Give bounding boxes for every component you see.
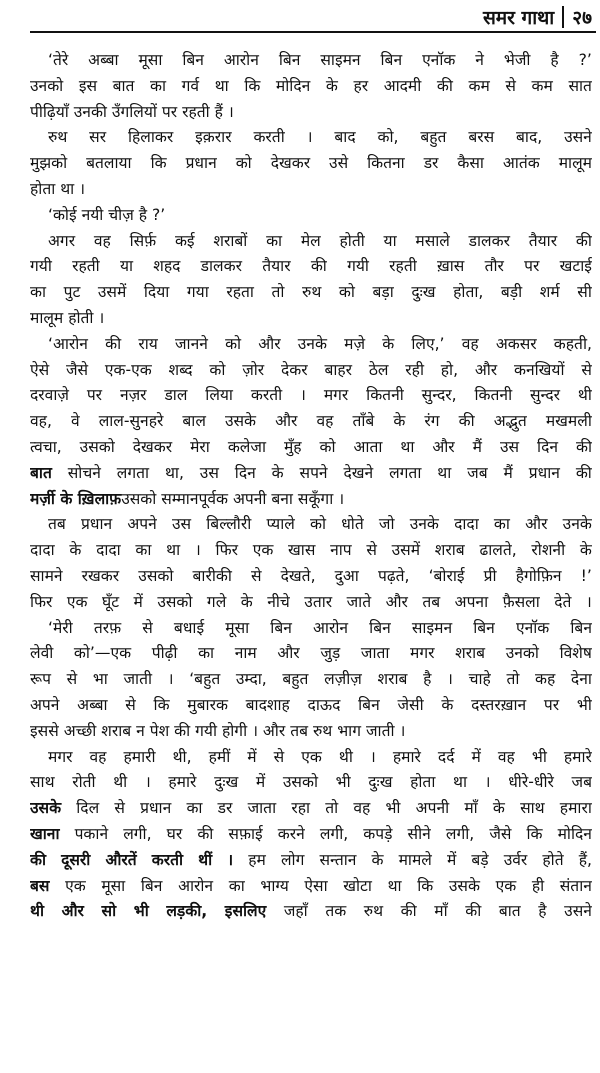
text-line: ‘मेरी तरफ़ से बधाई मूसा बिन आरोन बिन साइमन बिन एनॉक बिन (48, 618, 592, 637)
text-line: होता था । (30, 179, 86, 198)
text-line: मालूम होती । (30, 308, 105, 327)
text-line: सामने रखकर उसको बारीकी से देखते, दुआ पढ़ते, ‘बोराई प्री हैगोफ़िन !’ (30, 566, 592, 585)
text-line: बस एक मूसा बिन आरोन का भाग्य ऐसा खोटा था कि उसके एक ही संतान (30, 876, 592, 895)
text-line: पीढ़ियाँ उनकी उँगलियों पर रहती हैं । (30, 102, 234, 121)
text-line: ऐसे जैसे एक-एक शब्द को ज़ोर देकर बाहर ठेल रही हो, और कनखियों से (30, 360, 592, 379)
text-line: वह, वे लाल-सुनहरे बाल उसके और वह ताँबे के रंग की अद्भुत मखमली (30, 412, 592, 431)
text-line: साथ रोती थी । हमारे दुःख में उसको भी दुःख होता था । धीरे-धीरे जब (30, 773, 592, 792)
text-line: खाना पकाने लगी, घर की सफ़ाई करने लगी, कपड़े सीने लगी, जैसे कि मोदिन (30, 824, 592, 843)
text-line: रुथ सर हिलाकर इक़रार करती । बाद को, बहुत बरस बाद, उसने (48, 128, 592, 147)
text-line: मगर वह हमारी थी, हमीं में से एक थी । हमारे दर्द में वह भी हमारे (48, 747, 592, 766)
text-line: अगर वह सिर्फ़ कई शराबों का मेल होती या मसाले डालकर तैयार की (48, 231, 592, 250)
text-line: मर्ज़ी के ख़िलाफ़ उसको सम्मानपूर्वक अपनी बना सकूँगा । (30, 489, 345, 508)
text-line: का पुट उसमें दिया गया रहता तो रुथ को बड़ा दुःख होता, बड़ी शर्म सी (30, 283, 592, 302)
text-line: उसके दिल से प्रधान का डर जाता रहा तो वह भी अपनी माँ के साथ हमारा (30, 799, 592, 818)
text-line: मुझको बतलाया कि प्रधान को देखकर उसे कितना डर कैसा आतंक मालूम (30, 154, 592, 173)
text-line: रूप से भा जाती । ‘बहुत उम्दा, बहुत लज़ीज़ शराब है । चाहे तो कह देना (30, 670, 592, 689)
text-line: गयी रहती या शहद डालकर तैयार की गयी रहती ख़ास तौर पर खटाई (30, 257, 592, 276)
text-line: ‘कोई नयी चीज़ है ?’ (48, 205, 166, 224)
text-line: अपने अब्बा से कि मुबारक बादशाह दाऊद बिन जेसी के दस्तरख़ान पर भी (30, 695, 592, 714)
text-line: तब प्रधान अपने उस बिल्लौरी प्याले को धोते जो उनके दादा का और उनके (48, 515, 592, 534)
text-line: लेवी को’—एक पीढ़ी का नाम और जुड़ जाता मगर शराब उनको विशेष (30, 644, 592, 663)
running-header (483, 4, 592, 30)
text-line: की दूसरी औरतें करती थीं । हम लोग सन्तान के मामले में बड़े उर्वर होते हैं, (30, 850, 592, 869)
text-line: थी और सो भी लड़की, इसलिए जहाँ तक रुथ की माँ की बात है उसने (30, 902, 592, 921)
text-line: फिर एक घूँट में उसको गले के नीचे उतार जाते और तब अपना फ़ैसला देते । (30, 592, 592, 611)
text-line: त्वचा, उसको देखकर मेरा कलेजा मुँह को आता था और मैं उस दिन की (30, 437, 592, 456)
body-text (30, 48, 592, 925)
text-line: बात सोचने लगता था, उस दिन के सपने देखने लगता था जब मैं प्रधान की (30, 463, 592, 482)
text-line: इससे अच्छी शराब न पेश की गयी होगी । और तब रुथ भाग जाती । (30, 721, 406, 740)
header-rule (30, 31, 596, 33)
text-line: ‘तेरे अब्बा मूसा बिन आरोन बिन साइमन बिन एनॉक ने भेजी है ?’ (48, 51, 592, 69)
text-line: उनको इस बात का गर्व था कि मोदिन के हर आदमी की कम से कम सात (30, 76, 592, 95)
page-number: २७ (572, 7, 592, 29)
text-line: दादा के दादा का था । फिर एक खास नाप से उसमें शराब ढालते, रोशनी के (30, 541, 592, 560)
header-divider (562, 6, 564, 28)
text-line: दरवाज़े पर नज़र डाल लिया करती । मगर कितनी सुन्दर, कितनी सुन्दर थी (30, 386, 592, 405)
book-title: समर गाथा (482, 7, 555, 29)
text-line: ‘आरोन की राय जानने को और उनके मज़े के लिए,’ वह अकसर कहती, (48, 334, 592, 353)
